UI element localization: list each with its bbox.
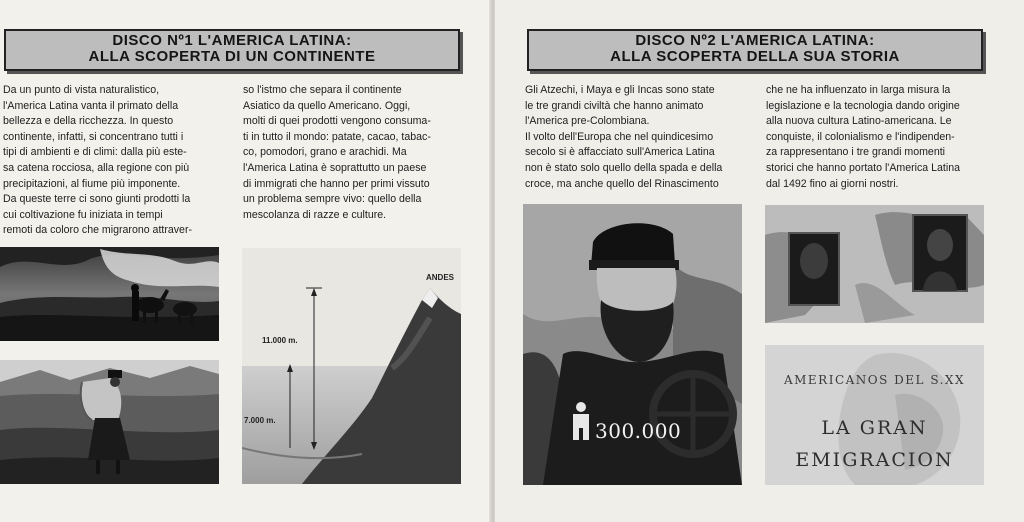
text-line: alla nuova cultura Latino-americana. Le (766, 115, 952, 128)
text-line: l'America Latina vanta il primato della (3, 99, 179, 112)
text-line: co, pomodori, grano e arachidi. Ma (243, 146, 407, 159)
right-banner-line2: ALLA SCOPERTA DELLA SUA STORIA (610, 48, 900, 65)
text-line: za rappresentano i tre grandi momenti (766, 146, 946, 159)
text-line: non è stato solo quello della spada e della (525, 161, 723, 174)
left-banner-line1: DISCO Nº1 L'AMERICA LATINA: (112, 32, 352, 49)
andes-label: ANDES (426, 273, 455, 282)
text-line: storici che hanno portato l'America Latina (766, 161, 960, 174)
text-line: legislazione e la tecnologia dando origine (766, 99, 960, 112)
text-line: Asiatico da quello Americano. Oggi, (243, 99, 411, 112)
text-line: sa catena rocciosa, alla regione con più (3, 161, 190, 174)
text-line: Gli Atzechi, i Maya e gli Incas sono state (525, 84, 715, 96)
text-line: Da un punto di vista naturalistico, (3, 84, 160, 96)
text-line: so l'istmo che separa il continente (243, 84, 402, 96)
text-line: croce, ma anche quello del Rinascimento (525, 177, 719, 190)
text-line: di immigrati che hanno per primi vissuto (243, 177, 430, 190)
text-line: bellezza e della ricchezza. In questo (3, 115, 174, 128)
left-page (0, 0, 491, 522)
altitude-11000-label: 11.000 m. (262, 336, 298, 345)
text-line: cui coltivazione fu iniziata in tempi (3, 208, 163, 221)
photo-antique-map (765, 205, 984, 323)
promo-title-line2: EMIGRACION (795, 449, 954, 471)
altitude-7000-label: 7.000 m. (244, 416, 276, 425)
photo-llama-herders (0, 247, 219, 341)
population-label: 300.000 (595, 419, 682, 443)
promo-title-line1: LA GRAN (821, 417, 928, 439)
text-line: le tre grandi civiltà che hanno animato (525, 99, 704, 112)
text-line: remoti da coloro che migrarono attraver- (3, 224, 193, 237)
text-line: conquiste, il colonialismo e l'indipenden- (766, 130, 955, 143)
text-line: che ne ha influenzato in larga misura la (766, 84, 951, 96)
promo-subtitle: AMERICANOS DEL S.XX (783, 373, 966, 387)
left-text-column-1 (3, 83, 219, 239)
right-text-column-2 (766, 83, 989, 192)
andes-altitude-diagram (242, 248, 461, 484)
left-banner-line2: ALLA SCOPERTA DI UN CONTINENTE (88, 48, 376, 65)
text-line: molti di quei prodotti vengono consuma- (243, 115, 431, 128)
text-line: precipitazioni, al fiume più imponente. (3, 177, 181, 190)
promo-la-gran-emigracion (765, 345, 984, 485)
right-page (495, 0, 1024, 522)
right-banner (527, 29, 983, 71)
text-line: mescolanza di razze e culture. (243, 208, 387, 221)
text-line: un problema sempre vivo: quello della (243, 193, 422, 206)
photo-sailor-portrait (523, 204, 742, 485)
left-text-column-2 (243, 83, 461, 223)
text-line: tipi di ambienti e di climi: dalla più este- (3, 146, 187, 159)
right-text-column-1 (525, 83, 746, 192)
text-line: continente, infatti, si concentrano tutti i (3, 130, 184, 143)
text-line: Da queste terre ci sono giunti prodotti la (3, 193, 191, 206)
right-banner-line1: DISCO Nº2 L'AMERICA LATINA: (635, 32, 875, 49)
text-line: l'America Latina è soprattutto un paese (243, 161, 427, 174)
text-line: secolo si è affacciato sull'America Latina (525, 146, 715, 159)
photo-andean-woman (0, 360, 219, 484)
text-line: dal 1492 fino ai giorni nostri. (766, 177, 899, 190)
text-line: l'America pre-Colombiana. (525, 115, 650, 128)
left-banner (4, 29, 460, 71)
text-line: Il volto dell'Europa che nel quindicesimo (525, 130, 714, 143)
text-line: ti in tutto il mondo: patate, cacao, tabac- (243, 130, 431, 143)
